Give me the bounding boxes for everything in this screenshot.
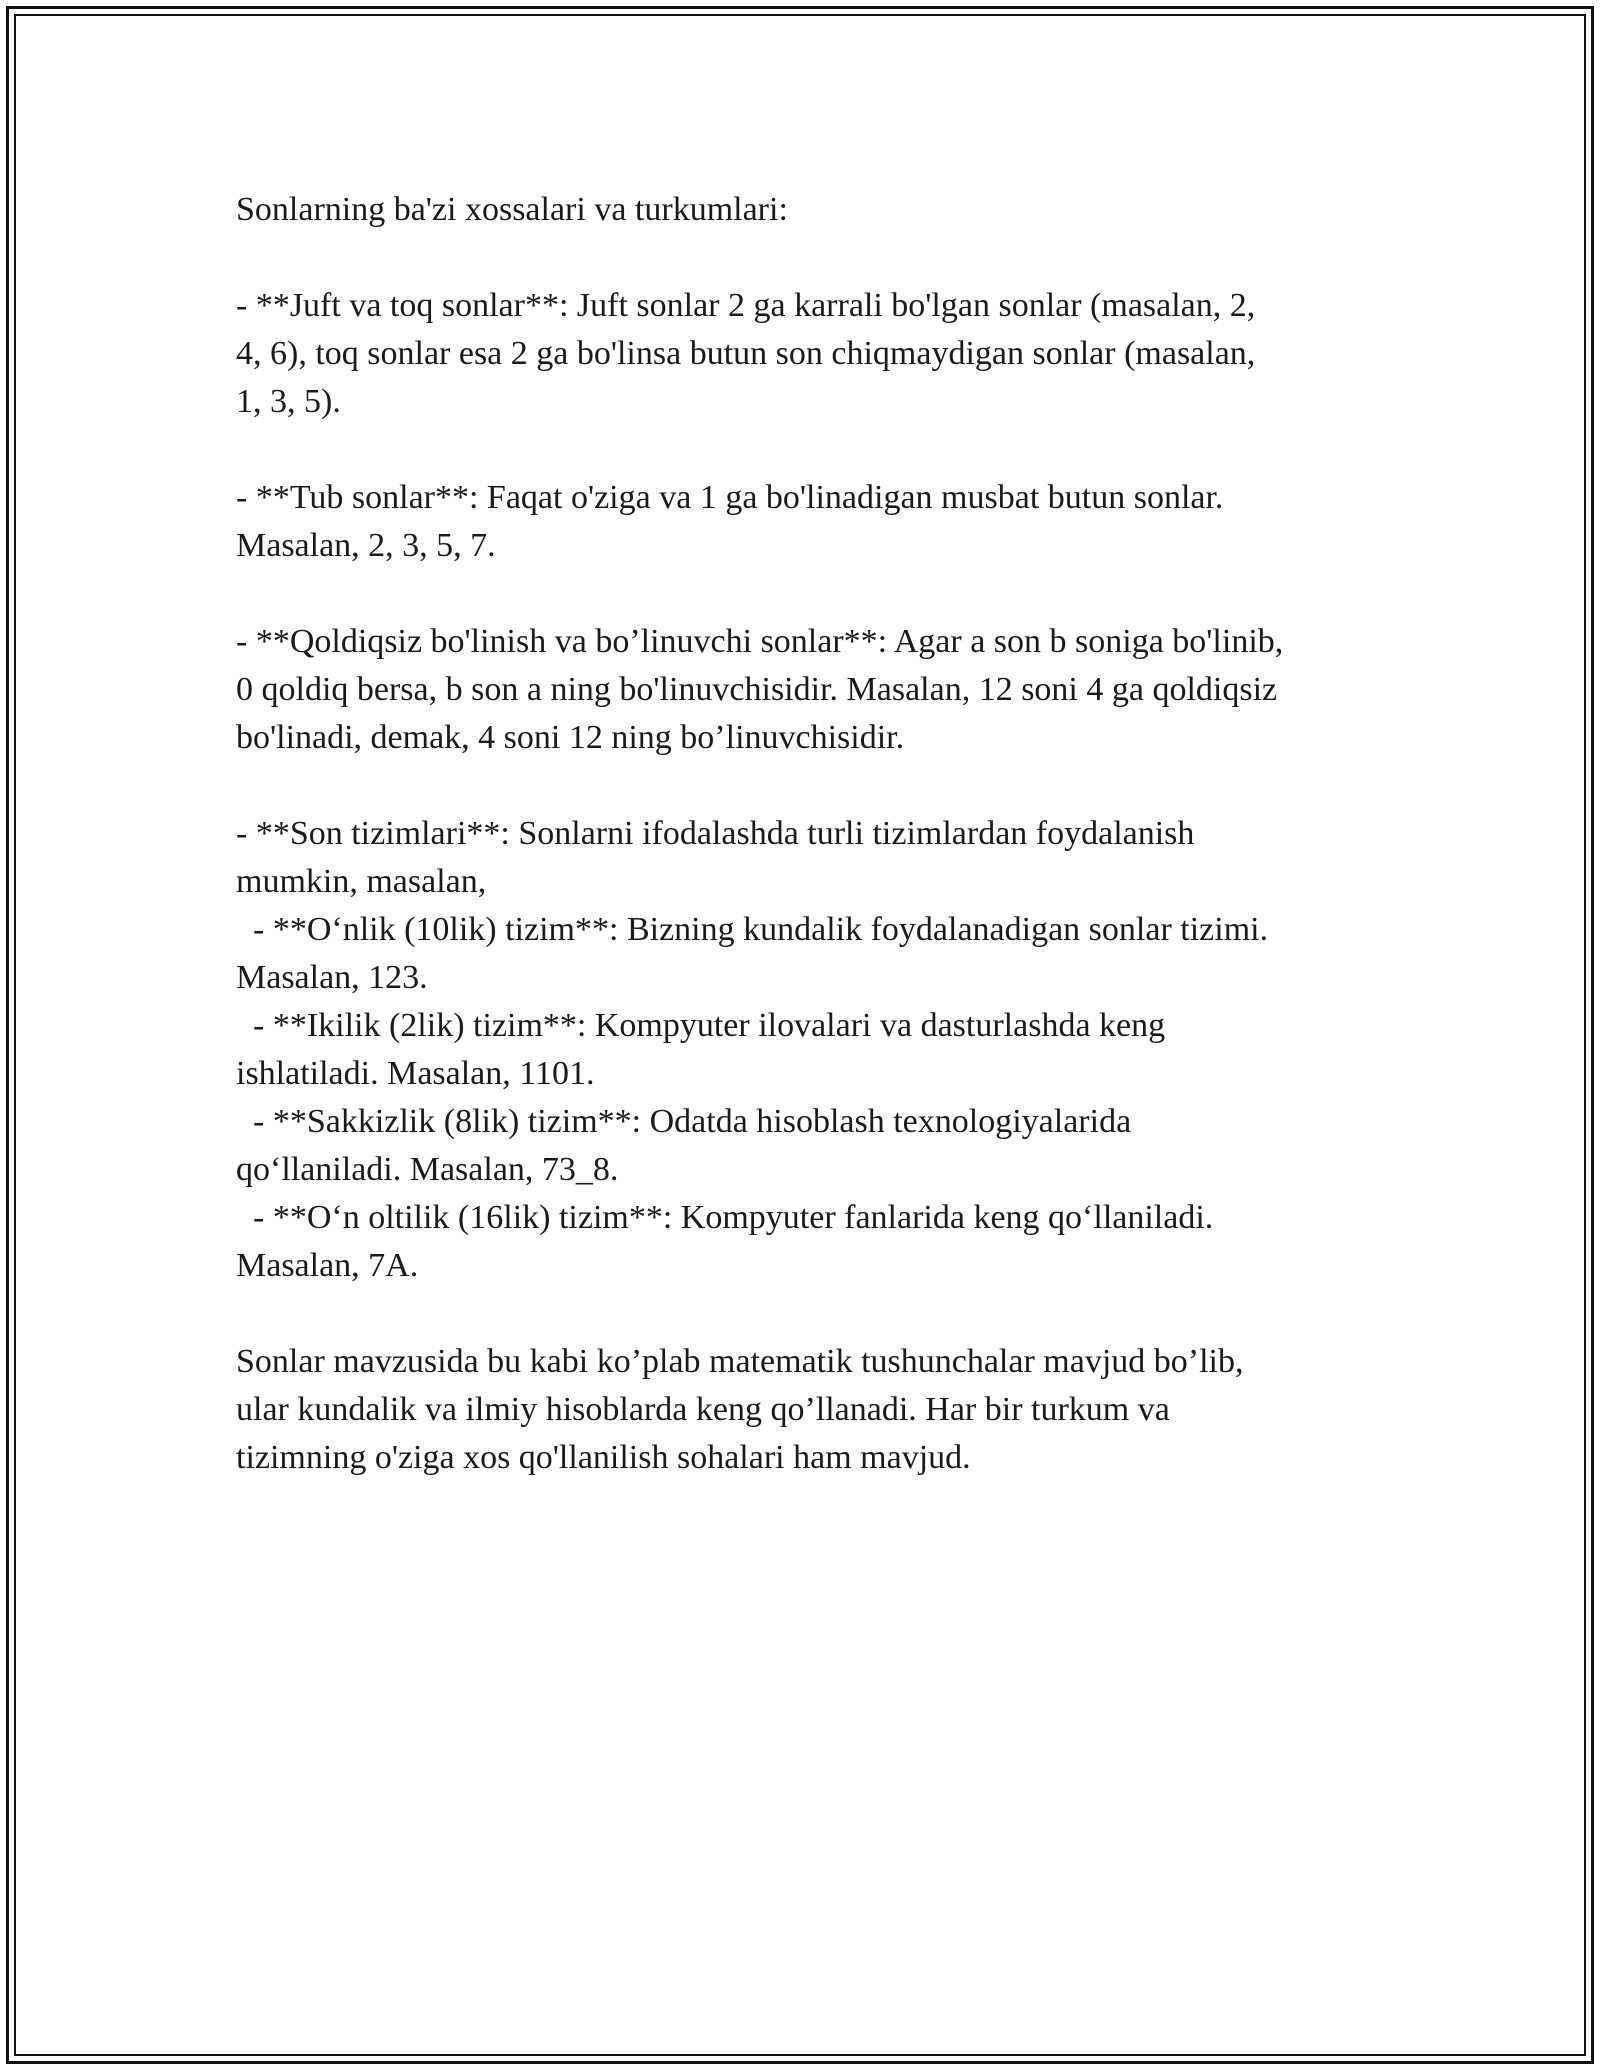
document-heading: Sonlarning ba'zi xossalari va turkumlari: — [236, 191, 788, 228]
paragraph-number-systems — [236, 810, 1376, 1290]
text-line: - **Juft va toq sonlar**: Juft sonlar 2 ga karrali bo'lgan sonlar (masalan, 2, — [236, 287, 1256, 324]
paragraph-spacer — [236, 570, 1376, 618]
paragraph-spacer — [236, 234, 1376, 282]
paragraph-prime-numbers — [236, 474, 1376, 570]
text-line: 4, 6), toq sonlar esa 2 ga bo'linsa butun son chiqmaydigan sonlar (masalan, — [236, 335, 1256, 372]
paragraph-even-odd-numbers — [236, 282, 1376, 426]
text-line: Masalan, 2, 3, 5, 7. — [236, 527, 496, 564]
text-line: tizimning o'ziga xos qo'llanilish sohalari ham mavjud. — [236, 1439, 971, 1476]
text-line: - **O‘n oltilik (16lik) tizim**: Kompyuter fanlarida keng qo‘llaniladi. — [236, 1199, 1214, 1236]
text-line: ishlatiladi. Masalan, 1101. — [236, 1055, 595, 1092]
text-line: - **Ikilik (2lik) tizim**: Kompyuter ilovalari va dasturlashda keng — [236, 1007, 1166, 1044]
text-line: - **Tub sonlar**: Faqat o'ziga va 1 ga bo'linadigan musbat butun sonlar. — [236, 479, 1224, 516]
paragraph-spacer — [236, 426, 1376, 474]
text-line: bo'linadi, demak, 4 soni 12 ning bo’linuvchisidir. — [236, 719, 905, 756]
text-line: qo‘llaniladi. Masalan, 73_8. — [236, 1151, 619, 1188]
text-line: Sonlar mavzusida bu kabi ko’plab matematik tushunchalar mavjud bo’lib, — [236, 1343, 1244, 1380]
text-line: mumkin, masalan, — [236, 863, 487, 900]
text-line: 1, 3, 5). — [236, 383, 341, 420]
text-line: - **Son tizimlari**: Sonlarni ifodalashda turli tizimlardan foydalanish — [236, 815, 1195, 852]
text-line: - **Qoldiqsiz bo'linish va bo’linuvchi sonlar**: Agar a son b soniga bo'linib, — [236, 623, 1284, 660]
paragraph-divisibility — [236, 618, 1376, 762]
paragraph-spacer — [236, 1290, 1376, 1338]
document-body — [236, 186, 1376, 1482]
text-line: - **Sakkizlik (8lik) tizim**: Odatda hisoblash texnologiyalarida — [236, 1103, 1132, 1140]
text-line: ular kundalik va ilmiy hisoblarda keng qo’llanadi. Har bir turkum va — [236, 1391, 1170, 1428]
text-line: Masalan, 123. — [236, 959, 428, 996]
paragraph-conclusion — [236, 1338, 1376, 1482]
text-line: 0 qoldiq bersa, b son a ning bo'linuvchisidir. Masalan, 12 soni 4 ga qoldiqsiz — [236, 671, 1278, 708]
paragraph-spacer — [236, 762, 1376, 810]
text-line: - **O‘nlik (10lik) tizim**: Bizning kundalik foydalanadigan sonlar tizimi. — [236, 911, 1269, 948]
text-line: Masalan, 7A. — [236, 1247, 419, 1284]
